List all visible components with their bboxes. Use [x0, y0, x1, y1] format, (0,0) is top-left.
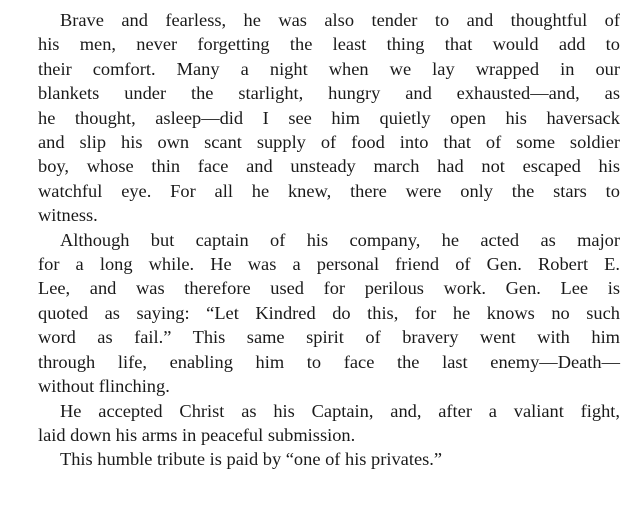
text-line: witness.: [38, 205, 98, 226]
paragraph-3: [16, 399, 620, 448]
text-line: without flinching.: [38, 376, 170, 397]
text-line: word as fail.” This same spirit of bravery went with him: [38, 327, 620, 348]
text-line: Although but captain of his company, he acted as major: [60, 229, 620, 250]
text-line: This humble tribute is paid by “one of his privates.”: [60, 449, 443, 470]
text-line: Brave and fearless, he was also tender to and thoughtful of: [60, 10, 620, 30]
text-line: boy, whose thin face and unsteady march had not escaped his: [38, 156, 620, 177]
text-line: through life, enabling him to face the last enemy—Death—: [38, 351, 620, 372]
text-line: He accepted Christ as his Captain, and, after a valiant fight,: [60, 400, 620, 421]
text-line: quoted as saying: “Let Kindred do this, for he knows no such: [38, 302, 620, 323]
text-line: blankets under the starlight, hungry and exhausted—and, as: [38, 83, 620, 104]
document-page: [16, 8, 620, 472]
text-line: laid down his arms in peaceful submission.: [38, 424, 356, 445]
text-line: and slip his own scant supply of food into that of some soldier: [38, 132, 620, 153]
text-line: their comfort. Many a night when we lay wrapped in our: [38, 58, 620, 79]
paragraph-4: [16, 447, 620, 471]
paragraph-1: [16, 8, 620, 228]
text-line: Lee, and was therefore used for perilous work. Gen. Lee is: [38, 278, 620, 299]
paragraph-2: [16, 228, 620, 399]
text-line: for a long while. He was a personal friend of Gen. Robert E.: [38, 254, 620, 275]
text-line: watchful eye. For all he knew, there were only the stars to: [38, 180, 620, 201]
text-line: he thought, asleep—did I see him quietly open his haversack: [38, 107, 620, 128]
text-line: his men, never forgetting the least thing that would add to: [38, 34, 620, 55]
